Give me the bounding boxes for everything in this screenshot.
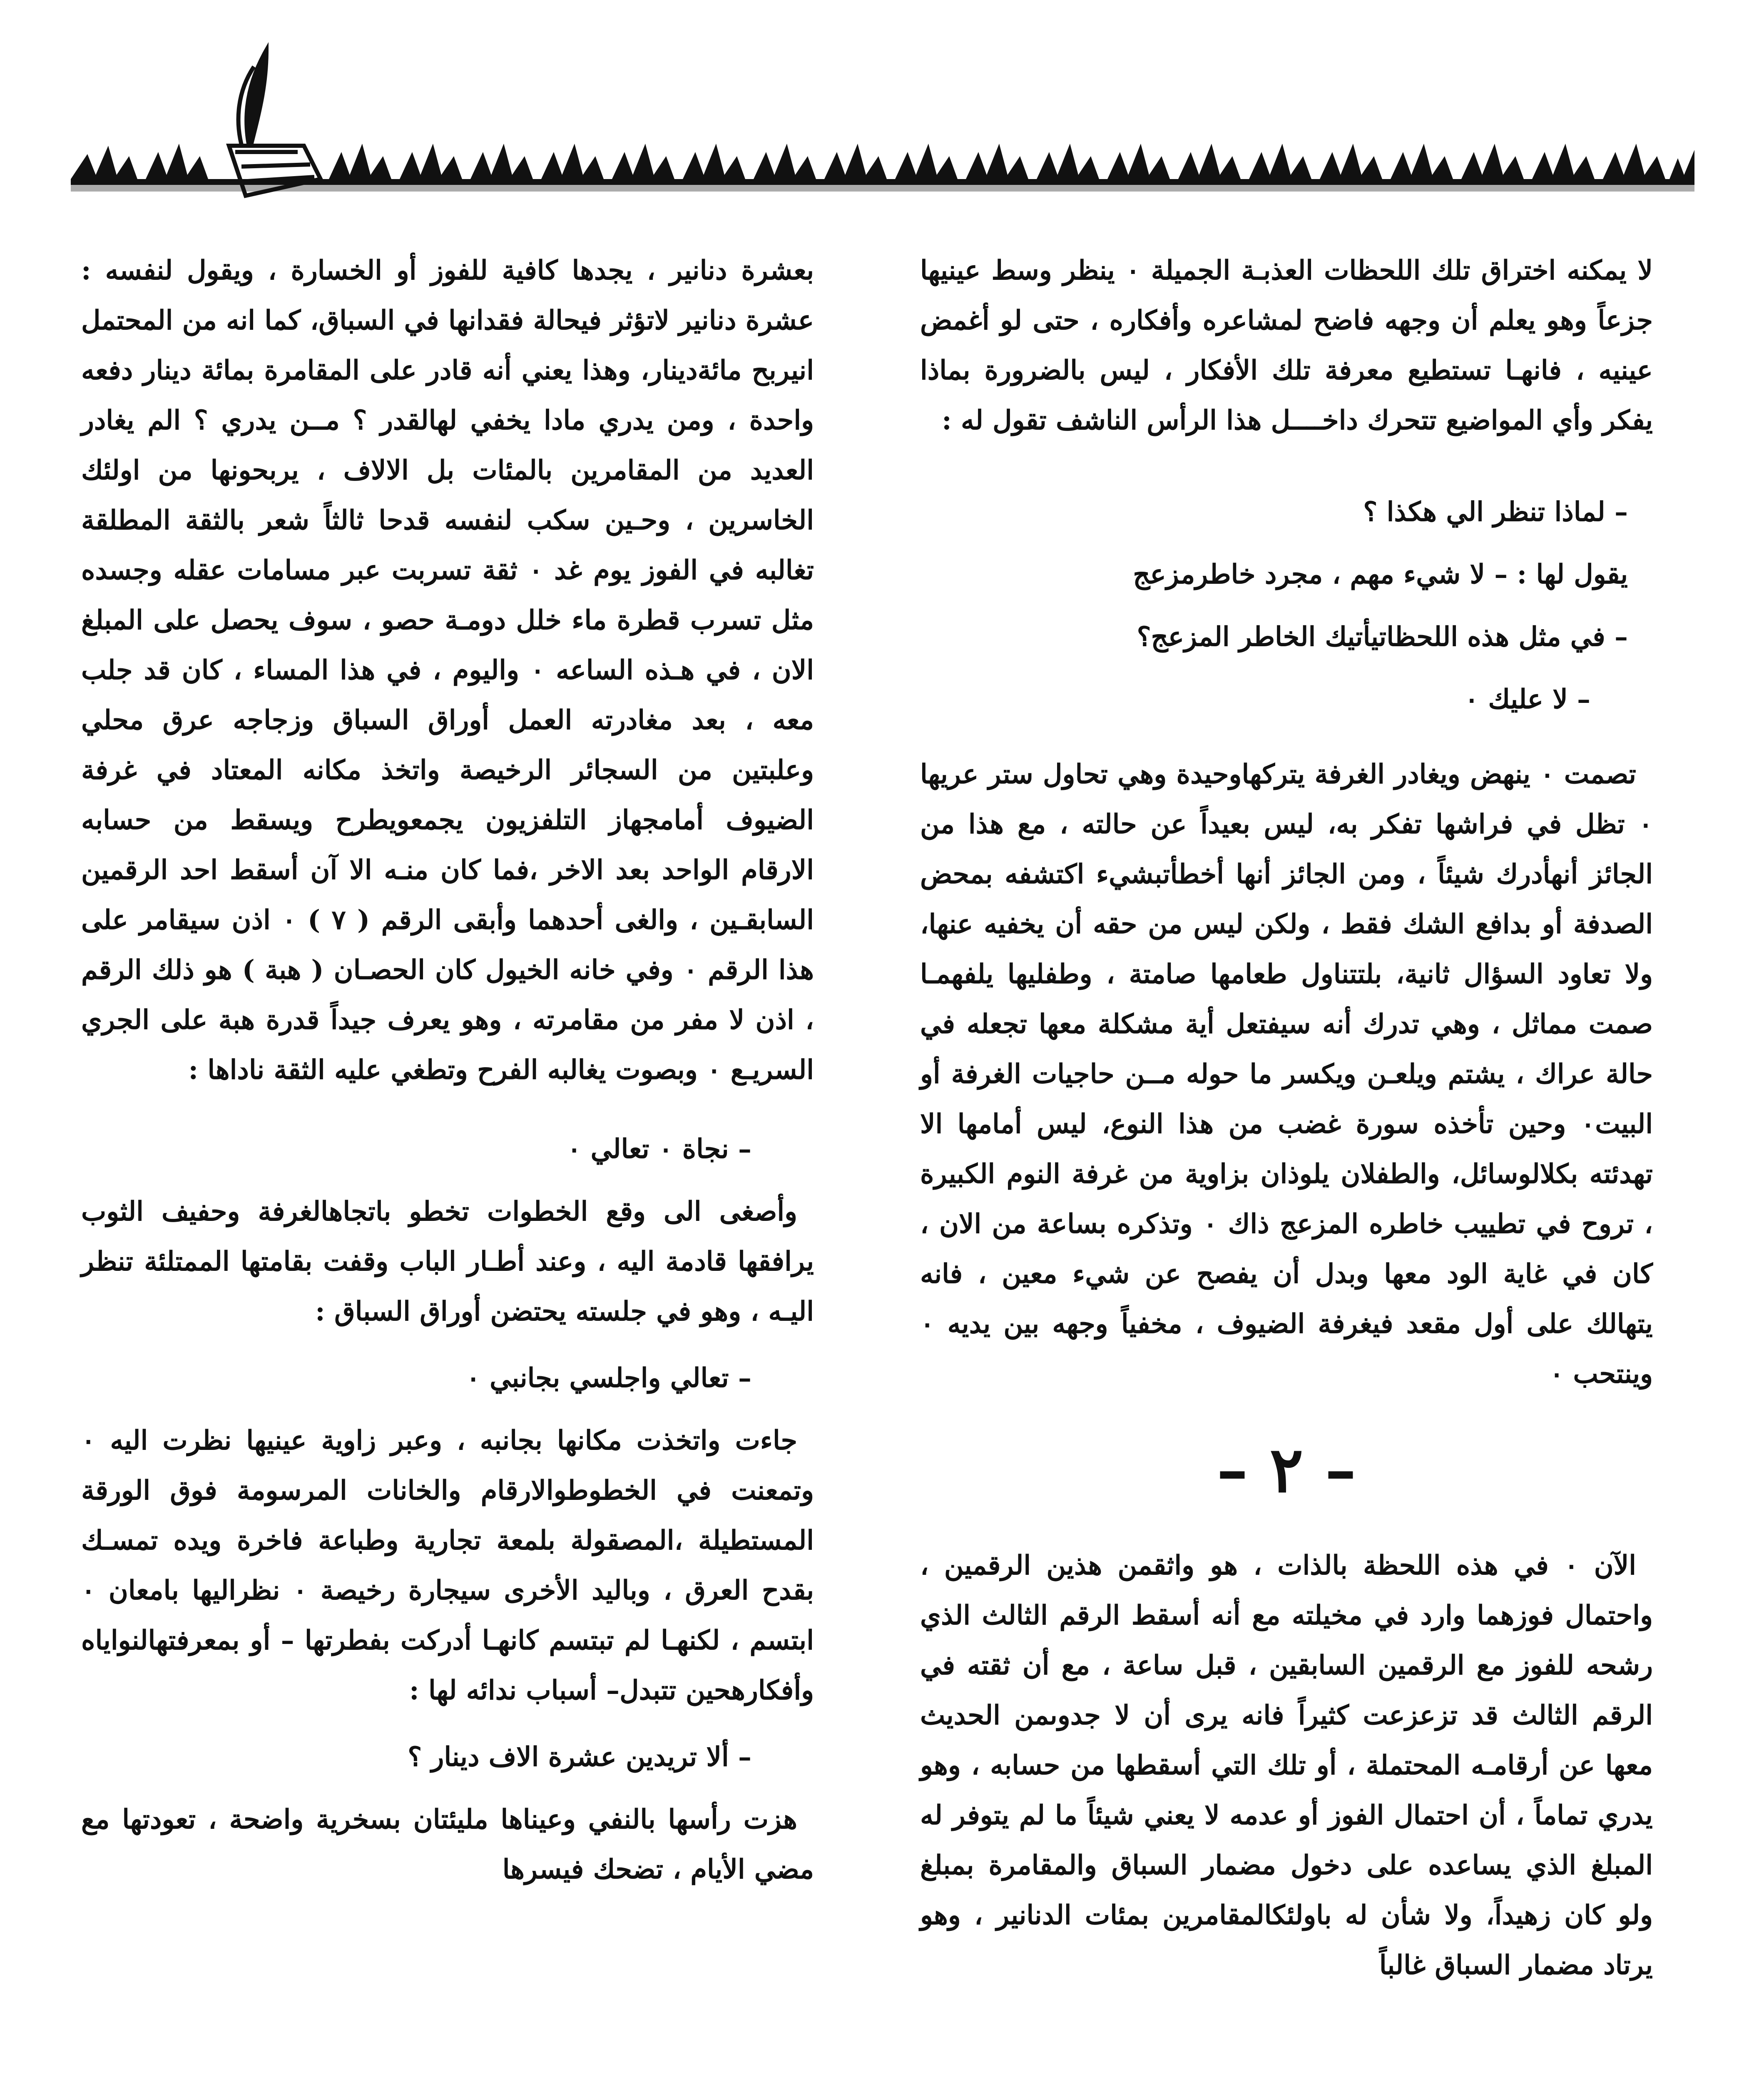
dialogue-line: يقول لها : – لا شيء مهم ، مجرد خاطرمزعج xyxy=(1133,559,1628,590)
left-column xyxy=(81,246,814,1911)
paragraph: الآن ٠ في هذه اللحظة بالذات ، هو واثقمن هذين الرقمين ، واحتمال فوزهما وارد في مخيلته مع أنه أسقط الرقم الثالث الذي رشحه للفوز مع الرقمين السابقين ، قبل ساعة ، مع أن ثقته في الرقم الثالث قد تزعزعت كثيراً فانه يرى أن لا جدوىمن الحديث معها عن أرقامـه المحتملة ، أو تلك التي أسقطها من حسابه ، وهو يدري تماماً ، أن احتمال الفوز أو عدمه لا يعني شيئاً ما لم يتوفر له المبلغ الذي يساعده على دخول مضمار السباق والمقامرة بمبلغ ولو كان زهيداً، ولا شأن له باولئكالمقامرين بمئات الدنانير ، وهو يرتاد مضمار السباق غالباً xyxy=(920,1550,1653,1981)
dialogue-line: – نجاة ٠ تعالي ٠ xyxy=(567,1133,751,1165)
header-ornament xyxy=(71,42,1694,217)
paragraph: هزت رأسها بالنفي وعيناها مليئتان بسخرية واضحة ، تعودتها مع مضي الأيام ، تضحك فيسرها xyxy=(81,1804,814,1885)
dialogue-line: – تعالي واجلسي بجانبي ٠ xyxy=(466,1362,751,1394)
dialogue-line: – في مثل هذه اللحظاتيأتيك الخاطر المزعج؟ xyxy=(1137,621,1628,652)
right-column xyxy=(920,246,1653,2007)
dialogue-line: – ألا تريدين عشرة الاف دينار ؟ xyxy=(408,1741,751,1773)
quill-inkwell-icon xyxy=(229,50,321,196)
dialogue-line: – لا عليك ٠ xyxy=(1464,684,1590,715)
paragraph: وأصغى الى وقع الخطوات تخطو باتجاهالغرفة وحفيف الثوب يرافقها قادمة اليه ، وعند أطـار الباب وقفت بقامتها الممتلئة تنظر اليـه ، وهو في جلسته يحتضن أوراق السباق : xyxy=(81,1196,814,1327)
paragraph: جاءت واتخذت مكانها بجانبه ، وعبر زاوية عينيها نظرت اليه ٠ وتمعنت في الخطوطوالارقام والخانات المرسومة فوق الورقة المستطيلة ،المصقولة بلمعة تجارية وطباعة فاخرة ويده تمسـك بقدح العرق ، وباليد الأخرى سيجارة رخيصة ٠ نظراليها بامعان ٠ ابتسم ، لكنهـا لم تبتسم كانهـا أدركت بفطرتها – أو بمعرفتهالنواياه وأفكارهحين تتبدل– أسباب ندائه لها : xyxy=(81,1425,814,1706)
paragraph: تصمت ٠ ينهض ويغادر الغرفة يتركهاوحيدة وهي تحاول ستر عريها ٠ تظل في فراشها تفكر به، ليس بعيداً عن حالته ، مع هذا من الجائز أنهأدرك شيئاً ، ومن الجائز أنها أخطأتبشيء اكتشفه بمحض الصدفة أو بدافع الشك فقط ، ولكن ليس من حقه أن يخفيه عنها، ولا تعاود السؤال ثانية، بلتتناول طعامها صامتة ، وطفليها يلفهمـا صمت مماثل ، وهي تدرك أنه سيفتعل أية مشكلة معها تجعله في حالة عراك ، يشتم ويلعـن ويكسر ما حوله مــن حاجيات الغرفة أو البيت٠ وحين تأخذه سورة غضب من هذا النوع، ليس أمامها الا تهدئته بكلالوسائل، والطفلان يلوذان بزاوية من غرفة النوم الكبيرة ، تروح في تطييب خاطره المزعج ذاك ٠ وتذكره بساعة من الان ، كان في غاية الود معها وبدل أن يفصح عن شيء معين ، فانه يتهالك على أول مقعد فيغرفة الضيوف ، مخفياً وجهه بين يديه ٠ وينتحب ٠ xyxy=(920,759,1653,1390)
paragraph: لا يمكنه اختراق تلك اللحظات العذبـة الجميلة ٠ ينظر وسط عينيها جزعاً وهو يعلم أن وجهه فاضح لمشاعره وأفكاره ، حتى لو أغمض عينيه ، فانهـا تستطيع معرفة تلك الأفكار ، ليس بالضرورة بماذا يفكر وأي المواضيع تتحرك داخــــل هذا الرأس الناشف تقول له : xyxy=(920,255,1653,436)
section-number: – ٢ – xyxy=(1217,1433,1356,1507)
paragraph: بعشرة دنانير ، يجدها كافية للفوز أو الخسارة ، ويقول لنفسه : عشرة دنانير لاتؤثر فيحالة فقدانها في السباق، كما انه من المحتمل انيربح مائةدينار، وهذا يعني أنه قادر على المقامرة بمائة دينار دفعه واحدة ، ومن يدري مادا يخفي لهالقدر ؟ مــن يدري ؟ الم يغادر العديد من المقامرين بالمئات بل الالاف ، يربحونها من اولئك الخاسرين ، وحـين سكب لنفسه قدحا ثالثاً شعر بالثقة المطلقة تغالبه في الفوز يوم غد ٠ ثقة تسربت عبر مسامات عقله وجسده مثل تسرب قطرة ماء خلل دومـة حصو ، سوف يحصل على المبلغ الان ، في هـذه الساعه ٠ واليوم ، في هذا المساء ، كان قد جلب معه ، بعد مغادرته العمل أوراق السباق وزجاجه عرق محلي وعلبتين من السجائر الرخيصة واتخذ مكانه المعتاد في غرفة الضيوف أمامجهاز التلفزيون يجمعويطرح ويسقط من حسابه الارقام الواحد بعد الاخر ،فما كان منـه الا آن أسقط احد الرقمين السابقـين ، والغى أحدهما وأبقى الرقم ( ٧ ) ٠ اذن سيقامر على هذا الرقم ٠ وفي خانه الخيول كان الحصـان ( هبة ) هو ذلك الرقم ، اذن لا مفر من مقامرته ، وهو يعرف جيداً قدرة هبة على الجري السريـع ٠ وبصوت يغالبه الفرح وتطغي عليه الثقة ناداها : xyxy=(81,255,814,1086)
dialogue-line: – لماذا تنظر الي هكذا ؟ xyxy=(1363,496,1628,528)
